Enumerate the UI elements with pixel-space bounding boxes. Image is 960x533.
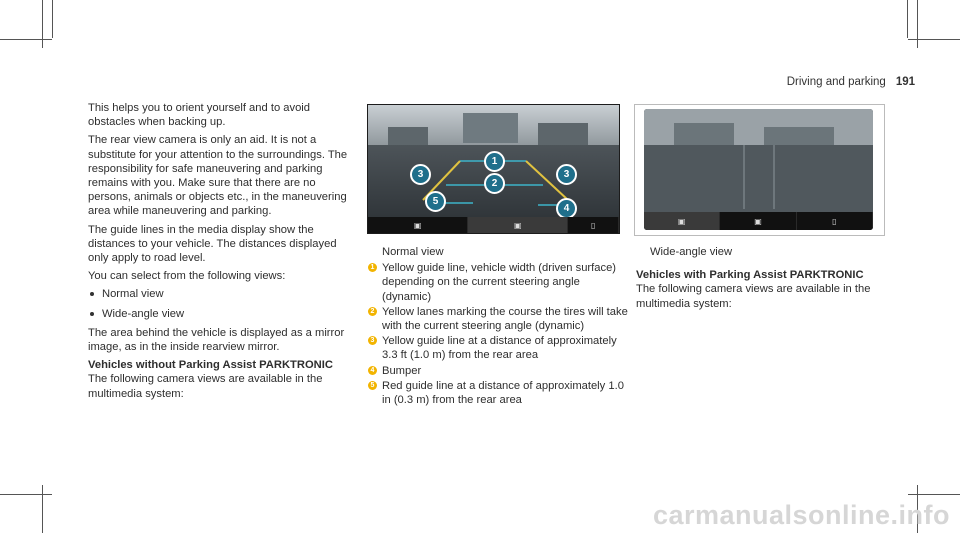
right-column (636, 245, 896, 315)
legend-item (368, 305, 628, 333)
paragraph: The guide lines in the media display show the distances to your vehicle. The distances displayed only apply to road level. (88, 223, 337, 265)
legend-text: Red guide line at a distance of approximately 1.0 in (0.3 m) from the rear area (382, 379, 624, 407)
page-number: 191 (895, 76, 915, 88)
callout-legend (368, 261, 628, 407)
crop-mark (908, 494, 960, 495)
number-badge: 5 (368, 381, 377, 390)
crop-mark (52, 0, 53, 38)
car-icon: ▯ (591, 220, 596, 230)
legend-item (368, 379, 628, 407)
wide-angle-camera-image (634, 104, 885, 236)
figure-caption: Normal view (382, 246, 444, 258)
car-icon: ▣ (413, 220, 422, 230)
middle-column (368, 245, 628, 408)
car-icon: ▯ (832, 216, 837, 226)
crop-mark (42, 0, 43, 48)
legend-item (368, 364, 628, 378)
view-button[interactable] (720, 212, 796, 230)
paragraph: The area behind the vehicle is displayed as a mirror image, as in the inside rearview mirror. (88, 326, 345, 354)
callout-1: 1 (484, 151, 505, 172)
callout-3-left: 3 (410, 164, 431, 185)
legend-text: Yellow guide line at a distance of approximately 3.3 ft (1.0 m) from the rear area (382, 335, 617, 362)
view-button[interactable] (568, 217, 619, 233)
car-icon: ▣ (677, 216, 686, 226)
list-item: Wide-angle view (88, 307, 353, 321)
figure-caption: Wide-angle view (650, 246, 733, 258)
legend-item (368, 334, 628, 362)
list-item: Normal view (88, 287, 353, 301)
watermark: carmanualsonline.info (652, 500, 950, 530)
paragraph: This helps you to orient yourself and to avoid obstacles when backing up. (88, 102, 311, 129)
paragraph: The following camera views are available in the multimedia system: (88, 373, 323, 400)
crop-mark (908, 39, 960, 40)
section-title: Driving and parking (786, 76, 886, 88)
view-button[interactable] (797, 212, 873, 230)
callout-4: 4 (556, 198, 577, 219)
camera-frame (644, 109, 873, 230)
view-list (88, 287, 353, 320)
number-badge: 3 (368, 336, 377, 345)
camera-view-bar (368, 217, 619, 233)
section-heading: Vehicles with Parking Assist PARKTRONIC (636, 269, 864, 282)
crop-mark (907, 0, 908, 38)
normal-view-camera-image (367, 104, 620, 234)
crop-mark (0, 494, 52, 495)
number-badge: 1 (368, 263, 377, 272)
camera-view-bar (644, 212, 873, 230)
number-badge: 2 (368, 307, 377, 316)
legend-text: Yellow lanes marking the course the tires will take with the current steering angle (dynamic) (382, 305, 628, 333)
crop-mark (0, 39, 52, 40)
view-button[interactable] (468, 217, 568, 233)
paragraph: The following camera views are available in the multimedia system: (636, 283, 871, 310)
legend-text: Yellow guide line, vehicle width (driven surface) depending on the current steering angle (dynamic) (382, 262, 617, 303)
car-icon: ▣ (754, 216, 762, 226)
section-heading: Vehicles without Parking Assist PARKTRONIC (88, 359, 333, 372)
view-button[interactable] (644, 212, 720, 230)
left-column (88, 101, 353, 405)
callout-2: 2 (484, 173, 505, 194)
callout-5: 5 (425, 191, 446, 212)
legend-item (368, 261, 628, 304)
callout-3-right: 3 (556, 164, 577, 185)
page-header (787, 76, 915, 88)
crop-mark (42, 485, 43, 533)
paragraph: The rear view camera is only an aid. It is not a substitute for your attention to the surroundings. The responsibility for safe maneuvering and parking remains with you. Make sure that there are no persons, animals or objects etc., in the maneuvering area while maneuvering and parking. (88, 134, 348, 218)
crop-mark (917, 0, 918, 48)
car-icon: ▣ (514, 220, 522, 230)
number-badge: 4 (368, 366, 377, 375)
view-button[interactable] (368, 217, 468, 233)
paragraph: You can select from the following views: (88, 270, 286, 283)
legend-text: Bumper (382, 364, 422, 377)
